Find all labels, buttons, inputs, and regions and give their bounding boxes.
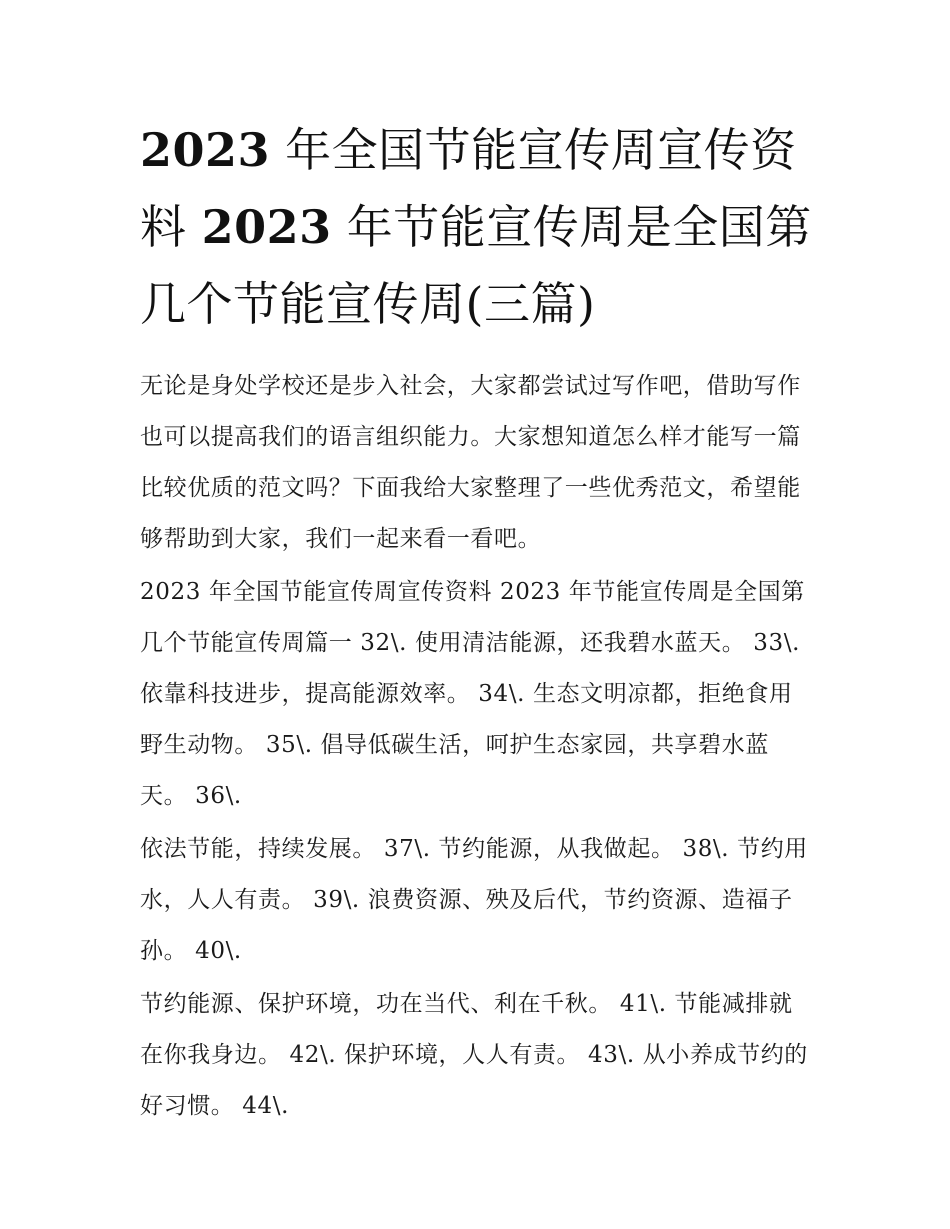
document-content [140, 112, 812, 1132]
body-paragraph-3: 节约能源、保护环境，功在当代、利在千秋。 41\. 节能减排就在你我身边。 42\. 保护环境，人人有责。 43\. 从小养成节约的好习惯。 44\. [140, 991, 808, 1119]
title-year-2: 2023 [201, 200, 332, 254]
body-paragraph-2: 依法节能，持续发展。 37\. 节约能源，从我做起。 38\. 节约用水，人人有责。 39\. 浪费资源、殃及后代，节约资源、造福子孙。 40\. [140, 836, 808, 964]
body-paragraph-1: 2023 年全国节能宣传周宣传资料 2023 年节能宣传周是全国第几个节能宣传周篇一 32\. 使用清洁能源，还我碧水蓝天。 33\. 依靠科技进步，提高能源效率。 34\. 生态文明凉都，拒绝食用野生动物。 35\. 倡导低碳生活，呵护生态家园，共享碧水蓝天。 36\. [140, 579, 805, 809]
document-title [140, 112, 812, 343]
title-text-2: 年节能宣传周是全国第几个节能宣传周(三篇) [140, 200, 812, 331]
title-text-1: 年全国节能宣传周宣传资料 [140, 123, 797, 254]
title-year-1: 2023 [140, 123, 271, 177]
intro-paragraph: 无论是身处学校还是步入社会，大家都尝试过写作吧，借助写作也可以提高我们的语言组织能力。大家想知道怎么样才能写一篇比较优质的范文吗？下面我给大家整理了一些优秀范文，希望能够帮助到大家，我们一起来看一看吧。 [140, 373, 801, 552]
